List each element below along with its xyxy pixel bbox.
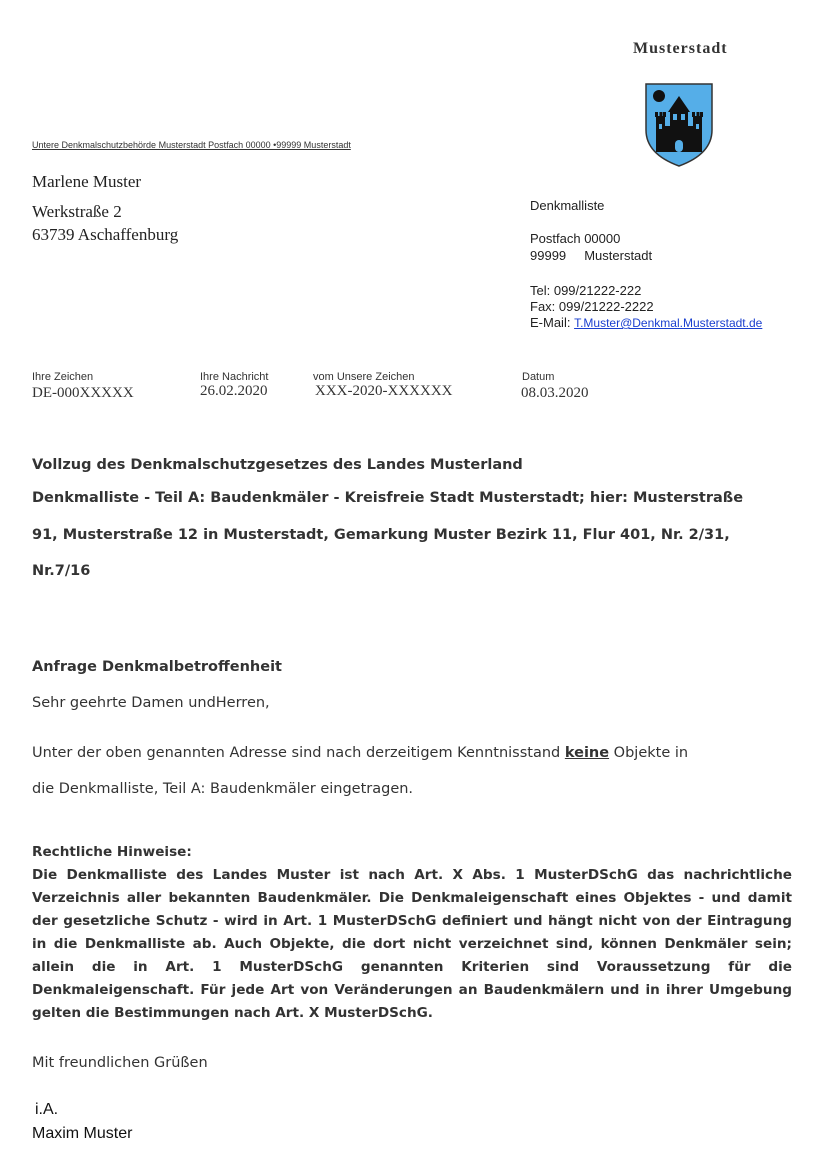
office-postbox: Postfach 00000 (530, 231, 621, 246)
castle-coat-of-arms-icon (644, 82, 714, 168)
ref-value-unsere-zeichen: XXX-2020-XXXXXX (315, 383, 453, 399)
office-zip-city (530, 248, 652, 263)
town-name: Musterstadt (633, 40, 728, 57)
ref-label-ihre-zeichen: Ihre Zeichen (32, 371, 94, 383)
recipient-name: Marlene Muster (32, 172, 142, 191)
office-city: Musterstadt (584, 248, 653, 263)
ref-value-ihre-zeichen: DE-000XXXXX (32, 385, 134, 401)
office-email (530, 315, 762, 330)
office-zip: 99999 (530, 248, 567, 263)
subject-line-3: 91, Musterstraße 12 in Musterstadt, Gemarkung Muster Bezirk 11, Flur 401, Nr. 2/31, (32, 527, 730, 543)
paragraph-1-text-after: Objekte in (609, 745, 689, 761)
salutation: Sehr geehrte Damen undHerren, (32, 695, 270, 711)
paragraph-1-line-2: die Denkmalliste, Teil A: Baudenkmäler eingetragen. (32, 781, 414, 797)
subject-line-1: Vollzug des Denkmalschutzgesetzes des Landes Musterland (32, 457, 523, 473)
paragraph-1-text-before: Unter der oben genannten Adresse sind nach derzeitigem Kenntnisstand (32, 745, 565, 761)
legal-notice (32, 841, 792, 1025)
legal-notice-text: Die Denkmalliste des Landes Muster ist nach Art. X Abs. 1 MusterDSchG das nachrichtliche Verzeichnis aller bekannten Baudenkmäler. Die Denkmaleigenschaft eines Objektes - und damit der gesetzliche Schutz - wird in Art. 1 MusterDSchG definiert und hängt nicht von der Eintragung in die Denkmalliste ab. Auch Objekte, die dort nicht verzeichnet sind, können Denkmäler sein; allein die in Art. 1 MusterDSchG genannten Kriterien sind Voraussetzung für die Denkmaleigenschaft. Für jede Art von Veränderungen an Baudenkmälern und in ihrer Umgebung gelten die Bestimmungen nach Art. X MusterDSchG. (32, 867, 792, 1021)
keyword-keine: keine (564, 745, 610, 761)
ref-label-ihre-nachricht: Ihre Nachricht (200, 371, 269, 383)
ref-label-datum: Datum (522, 371, 555, 383)
email-link[interactable]: T.Muster@Denkmal.Musterstadt.de (574, 316, 763, 330)
ref-label-unsere-zeichen: vom Unsere Zeichen (313, 371, 415, 383)
office-tel: Tel: 099/21222-222 (530, 283, 642, 298)
ref-value-ihre-nachricht: 26.02.2020 (200, 383, 268, 399)
legal-notice-title: Rechtliche Hinweise: (32, 844, 192, 860)
recipient-city: 63739 Aschaffenburg (32, 225, 179, 244)
office-email-label: E-Mail: (530, 315, 571, 330)
signature-prefix: i.A. (35, 1101, 59, 1118)
signature-name: Maxim Muster (32, 1125, 133, 1142)
request-heading: Anfrage Denkmalbetroffenheit (32, 659, 282, 675)
closing: Mit freundlichen Grüßen (32, 1055, 208, 1071)
sender-return-address: Untere Denkmalschutzbehörde Musterstadt Postfach 00000 •99999 Musterstadt (32, 140, 351, 150)
subject-line-4: Nr.7/16 (32, 563, 91, 579)
recipient-street: Werkstraße 2 (32, 202, 122, 221)
office-department: Denkmalliste (530, 198, 605, 213)
office-fax: Fax: 099/21222-2222 (530, 299, 654, 314)
ref-value-datum: 08.03.2020 (521, 385, 589, 401)
subject-line-2: Denkmalliste - Teil A: Baudenkmäler - Kreisfreie Stadt Musterstadt; hier: Musterstraße (32, 490, 744, 506)
paragraph-1-line-1 (32, 745, 688, 761)
